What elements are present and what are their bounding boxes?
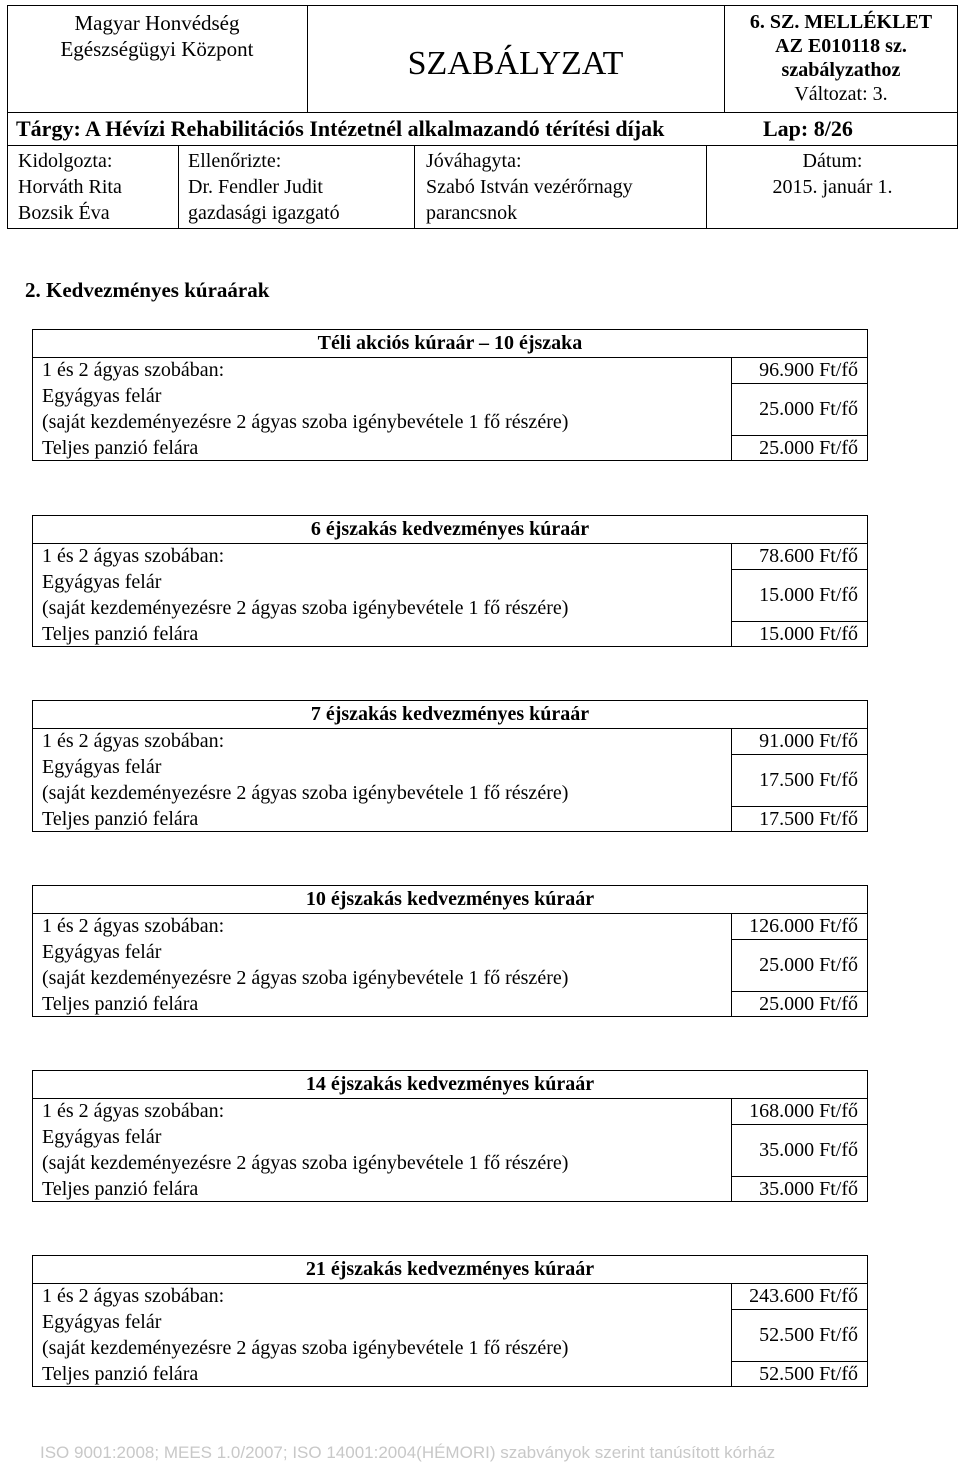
row-divider — [731, 754, 868, 755]
table-title: 14 éjszakás kedvezményes kúraár — [305, 1073, 595, 1095]
table-title: 7 éjszakás kedvezményes kúraár — [310, 703, 590, 725]
price-board: 17.500 Ft/fő — [759, 808, 858, 830]
row-label-single: Egyágyas felár — [42, 1311, 162, 1333]
table-title: 6 éjszakás kedvezményes kúraár — [310, 518, 590, 540]
row-label-single-note: (saját kezdeményezésre 2 ágyas szoba igénybevétele 1 fő részére) — [42, 597, 569, 619]
row-divider — [731, 569, 868, 570]
row-divider — [731, 939, 868, 940]
approved-role: parancsnok — [426, 202, 518, 224]
price-board: 25.000 Ft/fő — [759, 993, 858, 1015]
price-single: 52.500 Ft/fő — [759, 1324, 858, 1346]
prepared-name-1: Horváth Rita — [18, 176, 122, 198]
row-divider — [731, 1309, 868, 1310]
column-divider — [731, 1098, 732, 1202]
price-room: 243.600 Ft/fő — [749, 1285, 858, 1307]
table-title: Téli akciós kúraár – 10 éjszaka — [317, 332, 583, 354]
price-board: 25.000 Ft/fő — [759, 437, 858, 459]
row-label-room: 1 és 2 ágyas szobában: — [42, 730, 225, 752]
row-label-room: 1 és 2 ágyas szobában: — [42, 545, 225, 567]
row-label-single: Egyágyas felár — [42, 941, 162, 963]
subject-row — [8, 113, 957, 145]
price-table — [32, 1255, 868, 1387]
row-label-room: 1 és 2 ágyas szobában: — [42, 1285, 225, 1307]
checked-role: gazdasági igazgató — [188, 202, 340, 224]
price-table — [32, 515, 868, 647]
column-divider — [731, 543, 732, 647]
price-room: 168.000 Ft/fő — [749, 1100, 858, 1122]
approved-label: Jóváhagyta: — [426, 150, 522, 172]
checked-by — [188, 148, 340, 226]
row-divider — [731, 383, 868, 384]
table-title: 21 éjszakás kedvezményes kúraár — [305, 1258, 595, 1280]
price-single: 15.000 Ft/fő — [759, 584, 858, 606]
row-label-single: Egyágyas felár — [42, 1126, 162, 1148]
prepared-label: Kidolgozta: — [18, 150, 113, 172]
row-label-single-note: (saját kezdeményezésre 2 ágyas szoba igénybevétele 1 fő részére) — [42, 411, 569, 433]
annex-line-3: szabályzathoz — [781, 59, 901, 81]
price-board: 52.500 Ft/fő — [759, 1363, 858, 1385]
page-number: Lap: 8/26 — [763, 116, 853, 141]
prepared-by — [18, 148, 122, 226]
document-type-text: SZABÁLYZAT — [407, 45, 624, 82]
column-divider — [731, 1283, 732, 1387]
subject: Tárgy: A Hévízi Rehabilitációs Intézetnél alkalmazandó térítési díjak — [16, 116, 665, 141]
row-label-room: 1 és 2 ágyas szobában: — [42, 359, 225, 381]
price-room: 96.900 Ft/fő — [759, 359, 858, 381]
row-label-board: Teljes panzió felára — [42, 993, 199, 1015]
row-label-single: Egyágyas felár — [42, 385, 162, 407]
row-label-single: Egyágyas felár — [42, 571, 162, 593]
date-value: 2015. január 1. — [772, 176, 893, 198]
column-divider — [731, 728, 732, 832]
price-table — [32, 329, 868, 461]
row-label-single: Egyágyas felár — [42, 756, 162, 778]
column-divider — [731, 913, 732, 1017]
row-label-room: 1 és 2 ágyas szobában: — [42, 915, 225, 937]
row-label-board: Teljes panzió felára — [42, 1363, 199, 1385]
price-room: 91.000 Ft/fő — [759, 730, 858, 752]
version: Változat: 3. — [794, 83, 888, 105]
certification-footer: ISO 9001:2008; MEES 1.0/2007; ISO 14001:2004(HÉMORI) szabványok szerint tanúsított kórház — [40, 1443, 776, 1462]
approval-row — [8, 146, 957, 228]
price-single: 25.000 Ft/fő — [759, 398, 858, 420]
annex-info — [725, 6, 957, 112]
checked-label: Ellenőrizte: — [188, 150, 282, 172]
approved-name: Szabó István vezérőrnagy — [426, 176, 633, 198]
price-room: 126.000 Ft/fő — [749, 915, 858, 937]
org-line-1: Magyar Honvédség — [74, 11, 240, 35]
price-board: 15.000 Ft/fő — [759, 623, 858, 645]
organization-name — [8, 6, 306, 112]
price-table — [32, 885, 868, 1017]
price-single: 35.000 Ft/fő — [759, 1139, 858, 1161]
row-divider — [731, 1124, 868, 1125]
checked-name: Dr. Fendler Judit — [188, 176, 323, 198]
prepared-name-2: Bozsik Éva — [18, 202, 110, 224]
document-type — [308, 6, 723, 112]
approved-by — [426, 148, 633, 226]
column-divider — [731, 357, 732, 461]
date-block — [708, 148, 957, 200]
price-single: 17.500 Ft/fő — [759, 769, 858, 791]
row-label-board: Teljes panzió felára — [42, 437, 199, 459]
row-label-board: Teljes panzió felára — [42, 1178, 199, 1200]
price-single: 25.000 Ft/fő — [759, 954, 858, 976]
price-table — [32, 1070, 868, 1202]
row-label-single-note: (saját kezdeményezésre 2 ágyas szoba igénybevétele 1 fő részére) — [42, 782, 569, 804]
annex-line-1: 6. SZ. MELLÉKLET — [749, 11, 933, 33]
row-label-room: 1 és 2 ágyas szobában: — [42, 1100, 225, 1122]
annex-line-2: AZ E010118 sz. — [775, 35, 907, 57]
row-label-board: Teljes panzió felára — [42, 623, 199, 645]
row-label-board: Teljes panzió felára — [42, 808, 199, 830]
date-label: Dátum: — [802, 150, 863, 172]
price-table — [32, 700, 868, 832]
section-title: 2. Kedvezményes kúraárak — [25, 278, 270, 302]
org-line-2: Egészségügyi Központ — [60, 37, 254, 61]
row-label-single-note: (saját kezdeményezésre 2 ágyas szoba igénybevétele 1 fő részére) — [42, 1337, 569, 1359]
price-room: 78.600 Ft/fő — [759, 545, 858, 567]
price-board: 35.000 Ft/fő — [759, 1178, 858, 1200]
table-title: 10 éjszakás kedvezményes kúraár — [305, 888, 595, 910]
row-label-single-note: (saját kezdeményezésre 2 ágyas szoba igénybevétele 1 fő részére) — [42, 1152, 569, 1174]
row-label-single-note: (saját kezdeményezésre 2 ágyas szoba igénybevétele 1 fő részére) — [42, 967, 569, 989]
